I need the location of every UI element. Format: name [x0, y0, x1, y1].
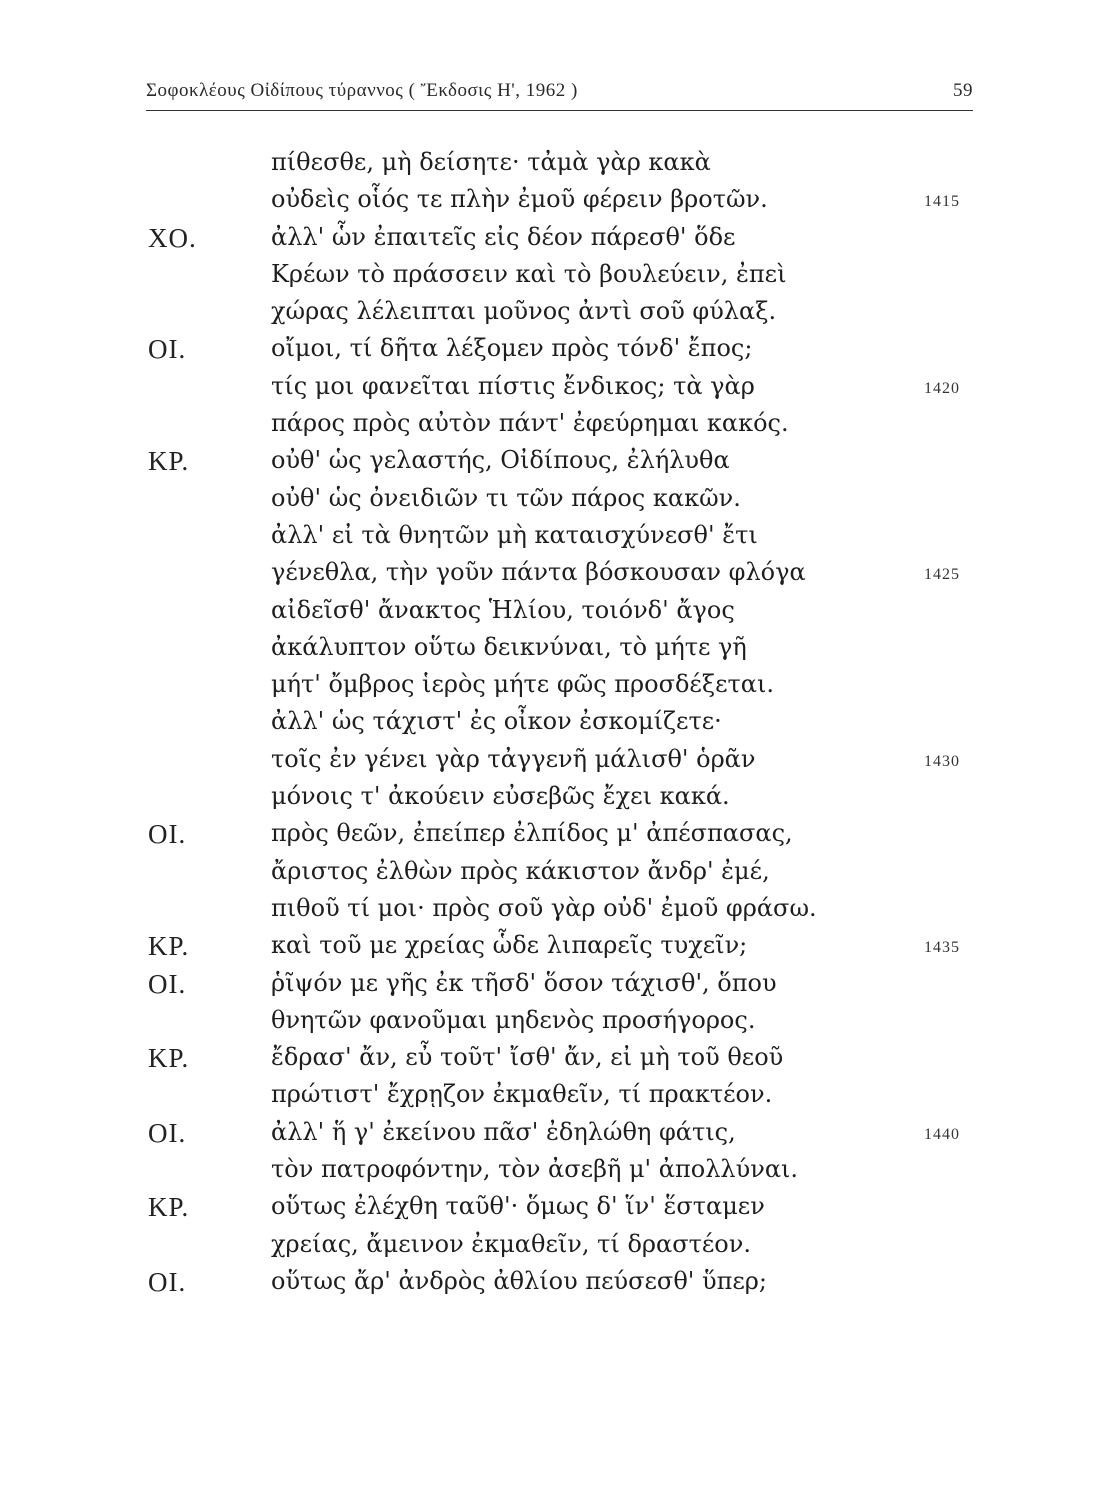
- verse-line: [0, 260, 1116, 297]
- verse-text: οὐθ' ὡς ὀνειδιῶν τι τῶν πάρος κακῶν.: [271, 483, 741, 512]
- line-number: 1425: [924, 566, 960, 584]
- line-number: 1435: [924, 939, 960, 957]
- verse-text: τίς μοι φανεῖται πίστις ἔνδικος; τὰ γὰρ: [271, 371, 755, 400]
- verse-text: πάρος πρὸς αὐτὸν πάντ' ἐφεύρημαι κακός.: [271, 409, 789, 438]
- verse-text: ἔδρασ' ἄν, εὖ τοῦτ' ἴσθ' ἄν, εἰ μὴ τοῦ θεοῦ: [271, 1043, 784, 1072]
- verse-line: [0, 1267, 1116, 1304]
- verse-text: τοῖς ἐν γένει γὰρ τἀγγενῆ μάλισθ' ὁρᾶν: [271, 744, 756, 773]
- verse-line: [0, 1192, 1116, 1229]
- verse-text: ἀλλ' εἰ τὰ θνητῶν μὴ καταισχύνεσθ' ἔτι: [271, 520, 758, 549]
- verse-text: πρώτιστ' ἔχρῃζον ἐκμαθεῖν, τί πρακτέον.: [271, 1080, 773, 1109]
- verse-line: [0, 558, 1116, 595]
- speaker-label: ΧΟ.: [148, 222, 197, 253]
- speaker-label: ΟΙ.: [148, 1266, 187, 1297]
- verse-text: οἴμοι, τί δῆτα λέξομεν πρὸς τόνδ' ἔπος;: [271, 334, 753, 363]
- verse-text: ῥῖψόν με γῆς ἐκ τῆσδ' ὅσον τάχισθ', ὅπου: [271, 968, 777, 997]
- speaker-label: ΟΙ.: [148, 1117, 187, 1148]
- verse-text: ἀλλ' ὡς τάχιστ' ἐς οἶκον ἐσκομίζετε·: [271, 707, 722, 736]
- verse-line: [0, 819, 1116, 856]
- verse-text: οὕτως ἐλέχθη ταῦθ'· ὅμως δ' ἵν' ἕσταμεν: [271, 1192, 765, 1221]
- line-number: 1440: [924, 1125, 960, 1143]
- verse-text: ἀλλ' ἥ γ' ἐκείνου πᾶσ' ἐδηλώθη φάτις,: [271, 1117, 736, 1146]
- verse-block: [0, 148, 1116, 1304]
- speaker-label: ΟΙ.: [148, 819, 187, 850]
- verse-line: [0, 894, 1116, 931]
- verse-text: πίθεσθε, μὴ δείσητε· τἀμὰ γὰρ κακὰ: [271, 148, 711, 176]
- verse-line: [0, 633, 1116, 670]
- verse-line: [0, 297, 1116, 334]
- verse-line: [0, 670, 1116, 707]
- verse-text: τὸν πατροφόντην, τὸν ἀσεβῆ μ' ἀπολλύναι.: [271, 1155, 799, 1184]
- verse-text: ἄριστος ἐλθὼν πρὸς κάκιστον ἄνδρ' ἐμέ,: [271, 856, 770, 885]
- verse-line: [0, 409, 1116, 446]
- verse-line: [0, 372, 1116, 409]
- verse-line: [0, 1080, 1116, 1117]
- verse-text: ἀκάλυπτον οὕτω δεικνύναι, τὸ μήτε γῆ: [271, 632, 747, 661]
- verse-line: [0, 596, 1116, 633]
- verse-text: καὶ τοῦ με χρείας ὧδε λιπαρεῖς τυχεῖν;: [271, 931, 748, 960]
- verse-line: [0, 931, 1116, 968]
- line-number: 1430: [924, 752, 960, 770]
- verse-text: οὕτως ἄρ' ἀνδρὸς ἀθλίου πεύσεσθ' ὕπερ;: [271, 1266, 767, 1295]
- verse-text: χώρας λέλειπται μοῦνος ἀντὶ σοῦ φύλαξ.: [271, 297, 777, 326]
- line-number: 1420: [924, 379, 960, 397]
- speaker-label: ΚΡ.: [148, 1192, 190, 1223]
- verse-line: [0, 707, 1116, 744]
- verse-line: [0, 1155, 1116, 1192]
- verse-text: ἀλλ' ὧν ἐπαιτεῖς εἰς δέον πάρεσθ' ὅδε: [271, 222, 736, 251]
- line-number: 1415: [924, 193, 960, 211]
- verse-text: Κρέων τὸ πράσσειν καὶ τὸ βουλεύειν, ἐπεὶ: [271, 259, 787, 288]
- running-title: Σοφοκλέους Οἰδίπους τύραννος ( Ἔκδοσις Η', 1962 ): [146, 80, 578, 101]
- verse-line: [0, 446, 1116, 483]
- verse-line: [0, 1230, 1116, 1267]
- verse-text: μόνοις τ' ἀκούειν εὐσεβῶς ἔχει κακά.: [271, 782, 730, 811]
- verse-text: πρὸς θεῶν, ἐπείπερ ἐλπίδος μ' ἀπέσπασας,: [271, 819, 793, 848]
- speaker-label: ΚΡ.: [148, 931, 190, 962]
- speaker-label: ΚΡ.: [148, 446, 190, 477]
- verse-text: οὐδεὶς οἷός τε πλὴν ἐμοῦ φέρειν βροτῶν.: [271, 185, 768, 214]
- speaker-label: ΟΙ.: [148, 968, 187, 999]
- verse-text: μήτ' ὄμβρος ἱερὸς μήτε φῶς προσδέξεται.: [271, 670, 775, 699]
- verse-line: [0, 1118, 1116, 1155]
- verse-line: [0, 334, 1116, 371]
- verse-line: [0, 969, 1116, 1006]
- verse-line: [0, 521, 1116, 558]
- verse-line: [0, 484, 1116, 521]
- speaker-label: ΟΙ.: [148, 334, 187, 365]
- verse-line: [0, 1006, 1116, 1043]
- verse-text: θνητῶν φανοῦμαι μηδενὸς προσήγορος.: [271, 1005, 756, 1034]
- verse-text: οὐθ' ὡς γελαστής, Οἰδίπους, ἐλήλυθα: [271, 446, 730, 475]
- verse-text: χρείας, ἄμεινον ἐκμαθεῖν, τί δραστέον.: [271, 1229, 751, 1258]
- verse-line: [0, 148, 1116, 185]
- verse-line: [0, 745, 1116, 782]
- verse-line: [0, 857, 1116, 894]
- page-number: 59: [953, 80, 973, 101]
- speaker-label: ΚΡ.: [148, 1043, 190, 1074]
- verse-line: [0, 223, 1116, 260]
- verse-text: γένεθλα, τὴν γοῦν πάντα βόσκουσαν φλόγα: [271, 558, 806, 587]
- verse-line: [0, 185, 1116, 222]
- running-header: [146, 80, 973, 111]
- verse-line: [0, 1043, 1116, 1080]
- verse-text: πιθοῦ τί μοι· πρὸς σοῦ γὰρ οὐδ' ἐμοῦ φράσω.: [271, 893, 817, 922]
- verse-line: [0, 782, 1116, 819]
- verse-text: αἰδεῖσθ' ἄνακτος Ἡλίου, τοιόνδ' ἄγος: [271, 595, 735, 624]
